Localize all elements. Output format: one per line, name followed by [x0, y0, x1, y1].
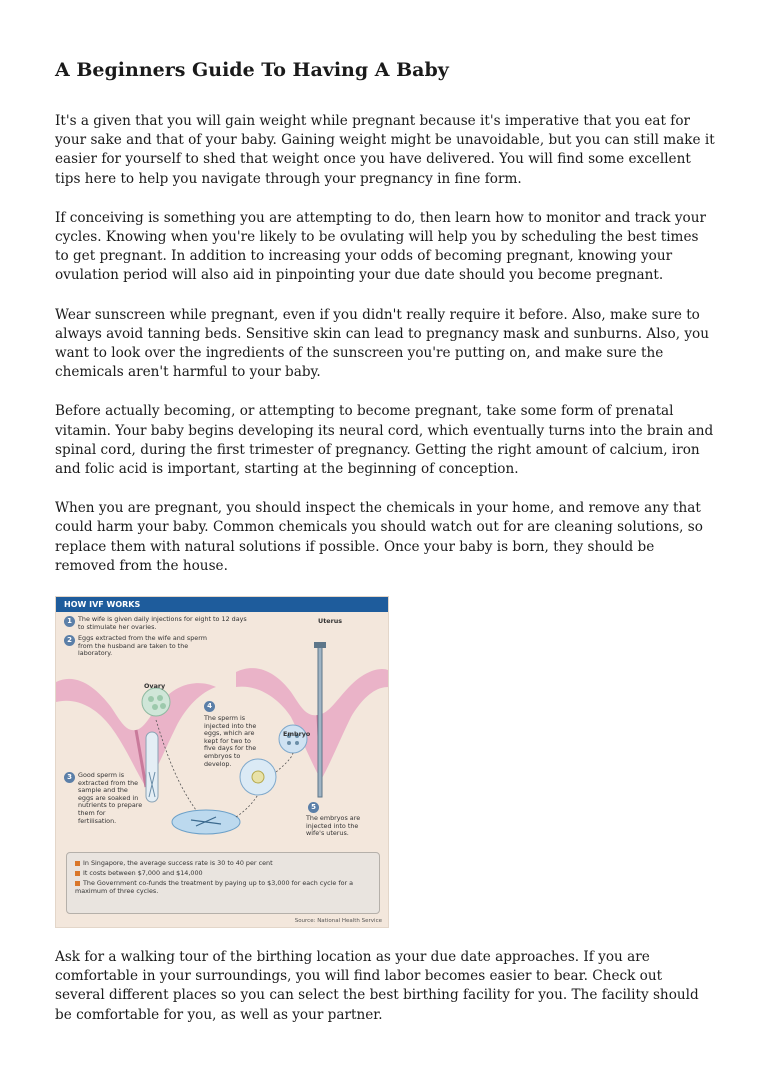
infographic-header: HOW IVF WORKS — [56, 597, 388, 612]
bullet-icon — [75, 871, 80, 876]
step-1-text: The wife is given daily injections for eight to 12 days to stimulate her ovaries. — [78, 615, 247, 631]
ovary-label: Ovary — [144, 682, 166, 691]
step-2-text: Eggs extracted from the wife and sperm from the husband are taken to the laboratory. — [78, 634, 207, 658]
paragraph-3: Wear sunscreen while pregnant, even if you didn't really require it before. Also, make sure to always avoid tanning beds. Sensitive skin can lead to pregnancy mask and sunburns. Also, you want to look over the ingredients of the sunscreen you're putting on, and make sure the chemicals aren't harmful to your baby. — [55, 306, 709, 381]
document-page — [55, 58, 715, 1045]
facts-box — [66, 852, 380, 914]
paragraph-5: When you are pregnant, you should inspect the chemicals in your home, and remove any that could harm your baby. Common chemicals you should watch out for are cleaning solutions, so replace them with natural solutions if possible. Once your baby is born, they should be removed from the house. — [55, 500, 703, 574]
step-4-text: The sperm is injected into the eggs, which are kept for two to five days for the embryos to develop. — [204, 714, 257, 768]
infographic-source: Source: National Health Service — [294, 918, 382, 925]
paragraph-2: If conceiving is something you are attempting to do, then learn how to monitor and track your cycles. Knowing when you're likely to be ovulating will help you by scheduling the best times to get pregnant. In addition to increasing your odds of becoming pregnant, knowing your ovulation period will also aid in pinpointing your due date should you become pregnant. — [55, 209, 706, 284]
syringe-illustration — [318, 647, 322, 797]
ivf-infographic — [55, 596, 389, 928]
paragraph-1: It's a given that you will gain weight while pregnant because it's imperative that you eat for your sake and that of your baby. Gaining weight might be unavoidable, but you can still make it easier for yourself to shed that weight once you have delivered. You will find some excellent tips here to help you navigate through your pregnancy in fine form. — [55, 113, 715, 187]
step-5-badge: 5 — [308, 802, 319, 813]
closing-paragraph: Ask for a walking tour of the birthing location as your due date approaches. If you are comfortable in your surroundings, you will find labor becomes easier to bear. Check out several different places so you can select the best birthing facility for you. The facility should be comfortable for you, as well as your partner. — [55, 949, 699, 1023]
step-3-badge: 3 — [64, 772, 75, 783]
embryo-label: Embryo — [283, 730, 311, 739]
page-title: A Beginners Guide To Having A Baby — [55, 59, 449, 81]
step-2-badge: 2 — [64, 635, 75, 646]
bullet-icon — [75, 881, 80, 886]
test-tube-illustration — [146, 732, 158, 802]
uterus-label: Uterus — [318, 617, 343, 626]
bullet-icon — [75, 861, 80, 866]
fact-item-2: It costs between $7,000 and $14,000 — [75, 870, 203, 878]
paragraph-4: Before actually becoming, or attempting to become pregnant, take some form of prenatal vitamin. Your baby begins developing its neural cord, which eventually turns into the brain and spinal cord, during the first trimester of pregnancy. Getting the right amount of calcium, iron and folic acid is important, starting at the beginning of conception. — [55, 403, 714, 478]
ovary-illustration — [142, 688, 170, 716]
fact-item-3: The Government co-funds the treatment by paying up to $3,000 for each cycle for a maximum of three cycles. — [75, 879, 354, 895]
step-1-badge: 1 — [64, 616, 75, 627]
step-3-text: Good sperm is extracted from the sample and the eggs are soaked in nutrients to prepare them for fertilisation. — [78, 771, 143, 825]
step-4-badge: 4 — [204, 701, 215, 712]
step-5-text: The embryos are injected into the wife's uterus. — [306, 814, 361, 838]
fact-item-1: In Singapore, the average success rate is 30 to 40 per cent — [75, 860, 273, 868]
